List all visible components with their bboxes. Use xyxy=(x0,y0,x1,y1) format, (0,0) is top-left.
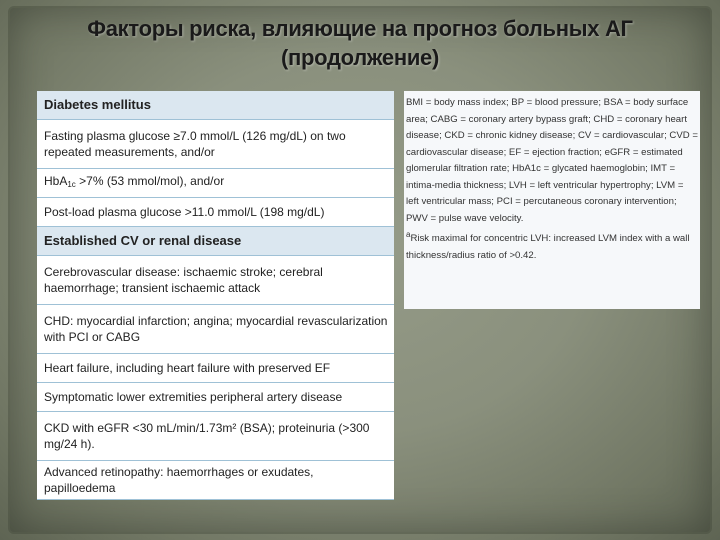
table-cell: CHD: myocardial infarction; angina; myocardial revascularization with PCI or CABG xyxy=(37,305,394,354)
hba1c-subscript: 1c xyxy=(67,180,76,189)
footnote-mark: a xyxy=(406,230,411,239)
section-header-label: Established CV or renal disease xyxy=(37,227,394,256)
section-header-cv-renal xyxy=(37,227,394,256)
slide-title-line-1: Факторы риска, влияющие на прогноз больных АГ xyxy=(87,16,633,41)
hba1c-suffix: >7% (53 mmol/mol), and/or xyxy=(75,174,225,188)
table-row xyxy=(37,120,394,169)
table-cell: Symptomatic lower extremities peripheral artery disease xyxy=(37,383,394,412)
abbreviations-panel xyxy=(404,91,700,309)
section-header-diabetes xyxy=(37,91,394,120)
table-cell: Heart failure, including heart failure with preserved EF xyxy=(37,354,394,383)
footnote xyxy=(406,227,698,264)
hba1c-prefix: HbA xyxy=(44,174,68,188)
abbreviations-text: BMI = body mass index; BP = blood pressure; BSA = body surface area; CABG = coronary artery bypass graft; CHD = coronary heart disease; CKD = chronic kidney disease; CV = cardiovascular; CVD = cardiovascular disease; EF = ejection fraction; eGFR = estimated glomerular filtration rate; HbA1c = glycated haemoglobin; IMT = intima-media thickness; LVH = left ventricular hypertrophy; LVM = left ventricular mass; PCI = percutaneous coronary intervention; PWV = pulse wave velocity. xyxy=(406,97,698,224)
section-header-label: Diabetes mellitus xyxy=(37,91,394,120)
table-cell: CKD with eGFR <30 mL/min/1.73m² (BSA); proteinuria (>300 mg/24 h). xyxy=(37,412,394,461)
table-row xyxy=(37,383,394,412)
table-row xyxy=(37,305,394,354)
table-row xyxy=(37,412,394,461)
slide-title xyxy=(20,14,700,72)
table-cell: Advanced retinopathy: haemorrhages or exudates, papilloedema xyxy=(37,461,394,500)
table-cell: Post-load plasma glucose >11.0 mmol/L (198 mg/dL) xyxy=(37,198,394,227)
table-cell: Cerebrovascular disease: ischaemic stroke; cerebral haemorrhage; transient ischaemic attack xyxy=(37,256,394,305)
table-cell: Fasting plasma glucose ≥7.0 mmol/L (126 mg/dL) on two repeated measurements, and/or xyxy=(37,120,394,169)
table-row xyxy=(37,256,394,305)
footnote-text: Risk maximal for concentric LVH: increased LVM index with a wall thickness/radius ratio of >0.42. xyxy=(406,233,690,261)
table-row xyxy=(37,198,394,227)
slide-title-line-2: (продолжение) xyxy=(280,45,440,70)
table-row xyxy=(37,169,394,198)
table-cell-hba1c xyxy=(37,169,394,198)
risk-factors-table xyxy=(37,91,394,500)
table-row xyxy=(37,354,394,383)
table-row xyxy=(37,461,394,500)
